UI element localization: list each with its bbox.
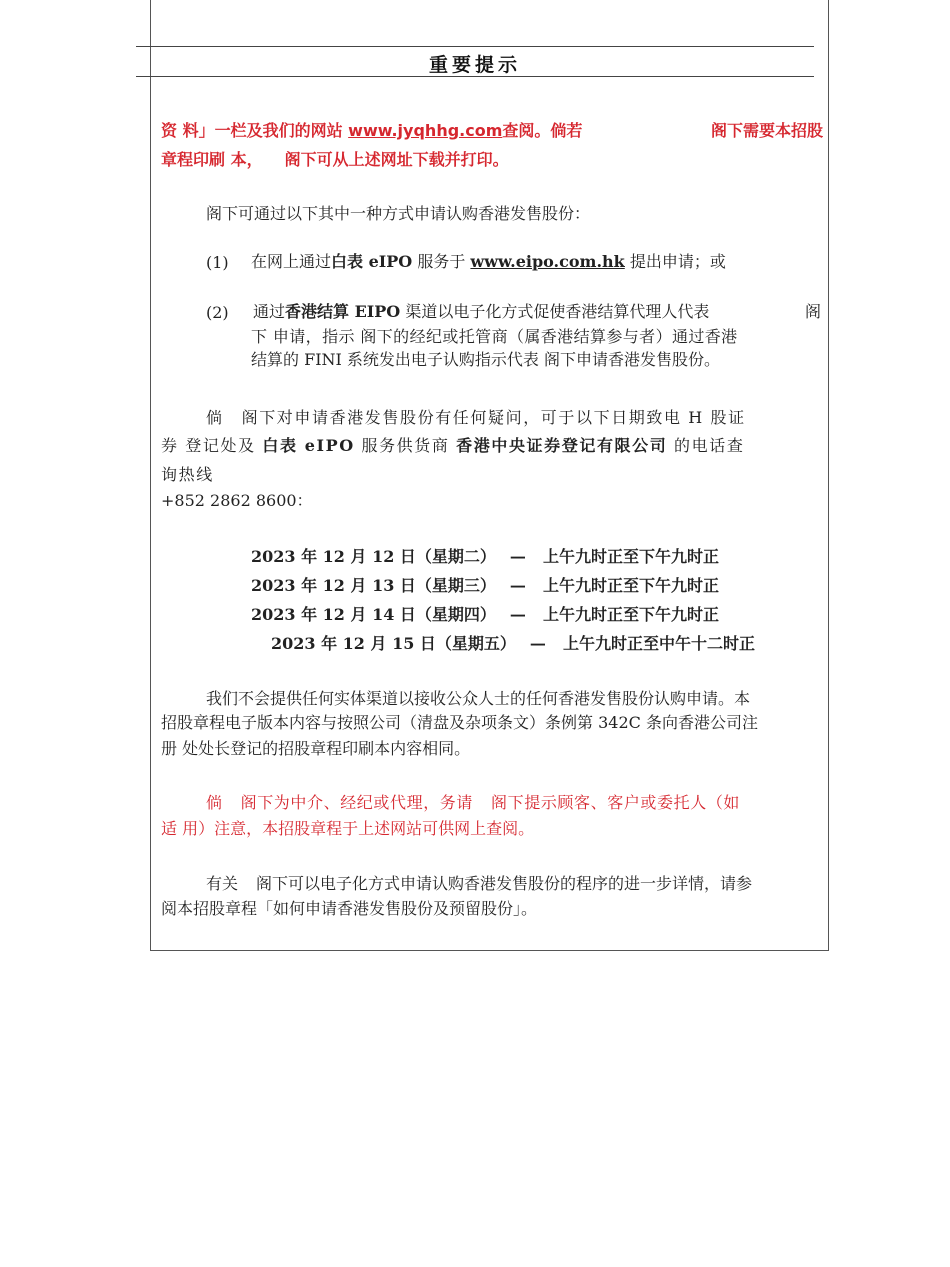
- enquiry-text: 的电话查: [667, 436, 745, 455]
- enquiry-line-3: 询热线: [161, 465, 214, 484]
- item-text: 通过: [253, 302, 286, 321]
- item-number: (1): [206, 253, 229, 272]
- schedule-time: 上午九时正至下午九时正: [543, 547, 720, 566]
- enquiry-line-1: [206, 403, 823, 432]
- methods-intro: 阁下可通过以下其中一种方式申请认购香港发售股份：: [206, 204, 591, 223]
- enquiry-service-name: 白表 eIPO: [262, 436, 355, 455]
- intermediary-line-2: 适 用）注意，本招股章程于上述网站可供网上查阅。: [161, 819, 535, 838]
- schedule-dash: —: [509, 605, 526, 624]
- share-registrar-name: 香港中央证券登记有限公司: [456, 436, 668, 455]
- no-physical-line-1: 我们不会提供任何实体渠道以接收公众人士的任何香港发售股份认购申请。本: [206, 689, 751, 708]
- notice-text: 资 料」一栏及我们的网站: [161, 121, 349, 140]
- schedule-date: 2023 年 12 月 15 日（星期五）: [271, 634, 516, 653]
- method-item-2-line-3: 结算的 FINI 系统发出电子认购指示代表 阁下申请香港发售股份。: [251, 350, 721, 369]
- enquiry-line-2: [161, 431, 823, 460]
- enquiry-text: 券 登记处及: [161, 436, 263, 455]
- schedule-date: 2023 年 12 月 13 日（星期三）: [251, 576, 496, 595]
- notice-line-1: [161, 116, 823, 145]
- intermediary-text: 阁下为中介、经纪或代理，务请: [240, 793, 474, 812]
- enquiry-text: 服务供货商: [354, 436, 457, 455]
- schedule-time: 上午九时正至下午九时正: [543, 576, 720, 595]
- further-text: 阁下可以电子化方式申请认购香港发售股份的程序的进一步详情，请参: [256, 874, 753, 893]
- schedule-date: 2023 年 12 月 12 日（星期二）: [251, 547, 496, 566]
- header-rule-bottom: [136, 76, 814, 77]
- intermediary-line-1: [206, 788, 821, 817]
- schedule-date: 2023 年 12 月 14 日（星期四）: [251, 605, 496, 624]
- item-text: 在网上通过: [251, 252, 332, 271]
- item-text: 阁: [804, 302, 821, 321]
- schedule-row: [251, 602, 720, 625]
- intermediary-text: 倘: [206, 793, 223, 812]
- notice-text: 章程印刷 本，: [161, 150, 263, 169]
- schedule-time: 上午九时正至中午十二时正: [563, 634, 756, 653]
- eipo-website-link[interactable]: www.eipo.com.hk: [470, 252, 625, 271]
- header-rule-top: [136, 46, 814, 47]
- notice-text: 阁下需要本招股: [710, 121, 823, 140]
- schedule-row: [251, 573, 720, 596]
- item-service-name: 香港结算 EIPO: [285, 302, 401, 321]
- item-text: 渠道以电子化方式促使香港结算代理人代表: [400, 302, 710, 321]
- page-title: 重要提示: [428, 54, 521, 76]
- schedule-time: 上午九时正至下午九时正: [543, 605, 720, 624]
- item-number: (2): [206, 303, 229, 322]
- no-physical-line-2: 招股章程电子版本内容与按照公司（清盘及杂项条文）条例第 342C 条向香港公司注: [161, 713, 758, 732]
- item-text: 提出申请；或: [624, 252, 726, 271]
- schedule-row: [271, 631, 756, 654]
- item-text: 服务于: [412, 252, 471, 271]
- notice-website-link[interactable]: www.jyqhhg.com: [348, 121, 503, 140]
- intermediary-text: 阁下提示顾客、客户或委托人（如: [491, 793, 741, 812]
- schedule-dash: —: [509, 547, 526, 566]
- schedule-row: [251, 544, 720, 567]
- schedule-dash: —: [509, 576, 526, 595]
- schedule-dash: —: [529, 634, 546, 653]
- method-item-2-line-2: 下 申请，指示 阁下的经纪或托管商（属香港结算参与者）通过香港: [251, 327, 738, 346]
- item-service-name: 白表 eIPO: [331, 252, 413, 271]
- enquiry-text: 倘: [206, 408, 224, 427]
- notice-text: 查阅。倘若: [502, 121, 583, 140]
- further-line-2: 阅本招股章程「如何申请香港发售股份及预留股份」。: [161, 899, 538, 918]
- no-physical-line-3: 册 处处长登记的招股章程印刷本内容相同。: [161, 739, 471, 758]
- notice-text: 阁下可从上述网址下载并打印。: [284, 150, 509, 169]
- notice-line-2: [161, 145, 509, 174]
- enquiry-phone: +852 2862 8600：: [161, 491, 313, 510]
- method-item-1: [251, 247, 726, 276]
- further-text: 有关: [206, 874, 239, 893]
- enquiry-text: 阁下对申请香港发售股份有任何疑问，可于以下日期致电 H 股证: [241, 408, 746, 427]
